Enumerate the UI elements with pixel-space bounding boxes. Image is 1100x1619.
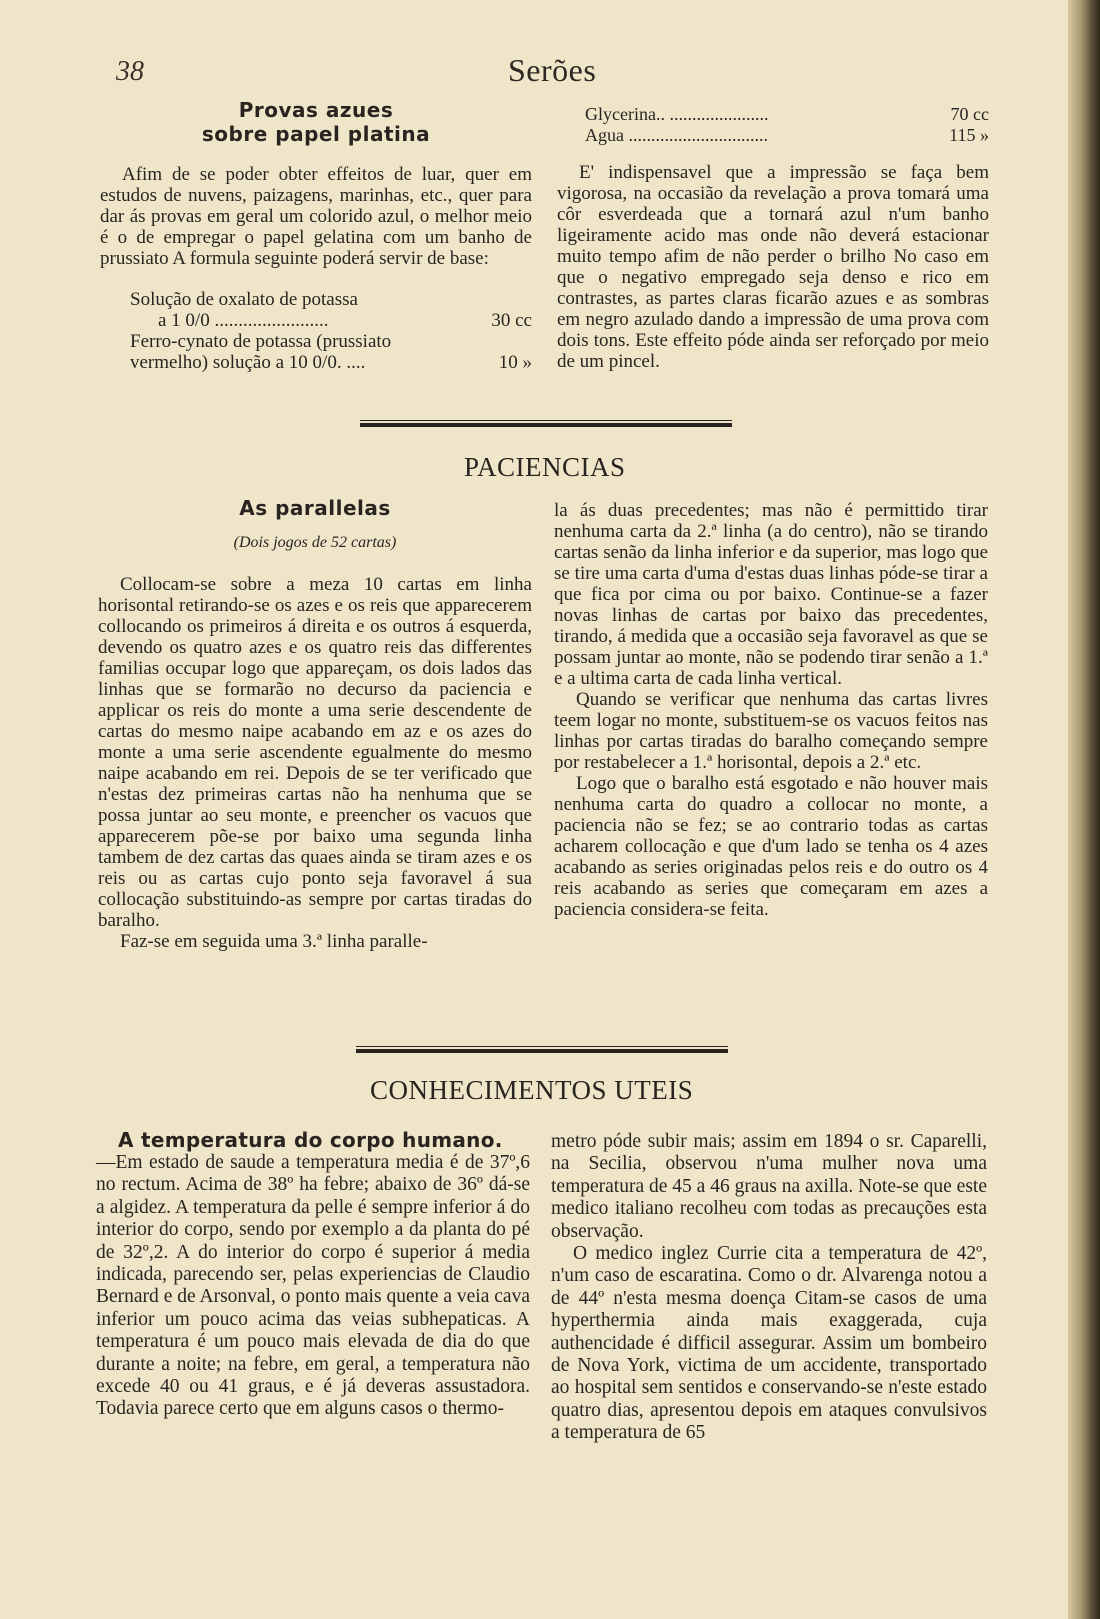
parallelas-left-para-2: Faz-se em seguida uma 3.ª linha paralle-: [120, 931, 428, 952]
parallelas-right-para-1: la ás duas precedentes; mas não é permittido tirar nenhuma carta da 2.ª linha (a do centro), não se tirando cartas senão da linha inferior e da superior, mas logo que se tire uma carta d'uma d'estas duas linhas póde-se tirar a que fica por cima ou por baixo. Continue-se a fazer novas linhas de cartas por baixo das precedentes, tirando, á medida que a occasião seja favoravel as que se possam juntar ao monte, não se podendo tirar senão a 1.ª e a ultima carta de cada linha vertical.: [554, 500, 988, 689]
provas-intro: Afim de se poder obter effeitos de luar, quer em estudos de nuvens, paizagens, marinhas, etc., quer para dar ás provas em geral um colorido azul, o melhor meio é o de empregar o papel gelatina com um banho de prussiato A formula seguinte poderá servir de base:: [100, 164, 532, 269]
agua-label: Agua ...............................: [585, 125, 768, 145]
parallelas-subtitle: (Dois jogos de 52 cartas): [233, 534, 397, 551]
provas-formula: [100, 289, 532, 373]
formula-line-4-label: vermelho) solução a 10 0/0. ....: [130, 352, 366, 373]
parallelas-right-para-2: Quando se verificar que nenhuma das cartas livres teem logar no monte, substituem-se os vacuos feitos nas linhas por cartas tiradas do baralho começando sempre por restabelecer a 1.ª horisontal, depois a 2.ª etc.: [554, 689, 988, 773]
glycerina-label: Glycerina.. ......................: [585, 104, 769, 124]
paciencias-left-column: [98, 496, 532, 952]
conhecimentos-right-column: [551, 1131, 987, 1445]
formula-line-3: Ferro-cynato de potassa (prussiato: [130, 331, 392, 352]
paciencias-title: PACIENCIAS: [464, 452, 626, 482]
section-divider-2: [356, 1046, 728, 1053]
provas-left-column: [100, 98, 532, 373]
temperatura-right-para-1: metro póde subir mais; assim em 1894 o sr. Caparelli, na Secilia, observou n'uma mulher nova uma temperatura de 45 a 46 graus na axilla. Note-se que este medico italiano recolheu com todas as precauções esta observação.: [551, 1131, 987, 1242]
page-edge-shadow: [1068, 0, 1100, 1619]
temperatura-right-para-2: O medico inglez Currie cita a temperatura de 42º, n'um caso de escaratina. Como o dr. Alvarenga notou a de 44º n'esta mesma doença Citam-se casos de uma hyperthermia ainda mais exaggerada, cuja authencidade é difficil assegurar. Assim um bombeiro de Nova York, victima de um accidente, transportado ao hospital sem sentidos e conservando-se n'este estado quatro dias, apresentou depois em ataques convulsivos a temperatura de 65: [551, 1243, 987, 1444]
formula-line-2: [130, 310, 532, 331]
temperatura-heading: A temperatura do corpo humano.: [118, 1128, 503, 1152]
paciencias-right-column: [554, 500, 988, 920]
formula-line-4-value: 10 »: [498, 352, 532, 373]
formula-line-2-label: a 1 0/0 ........................: [158, 310, 329, 331]
parallelas-right-para-3: Logo que o baralho está esgotado e não houver mais nenhuma carta do quadro a collocar no monte, a paciencia não se fez; se ao contrario todas as cartas acharem collocação e que d'um lado se tenha os 4 azes acabando as series originadas pelos reis e do outro os 4 reis acabando as series que começaram em azes a paciencia considera-se feita.: [554, 773, 988, 920]
section-divider-1: [360, 420, 732, 427]
formula-line-1: Solução de oxalato de potassa: [130, 289, 358, 310]
agua-value: 115 »: [949, 125, 989, 145]
conhecimentos-title: CONHECIMENTOS UTEIS: [370, 1075, 694, 1105]
provas-heading-line2: sobre papel platina: [201, 122, 431, 146]
provas-right-text: E' indispensavel que a impressão se faça bem vigorosa, na occasião da revelação a prova tomará uma côr esverdeada que a tornará azul n'um banho ligeiramente acido mas onde não deverá estacionar muito tempo afim de não perder o brilho No caso em que o negativo empregado seja denso e rico em contrastes, as partes claras ficarão azues e as sombras em negro azulado dando a impressão de uma prova com dois tons. Este effeito póde ainda ser reforçado por meio de um pincel.: [557, 162, 989, 372]
formula-line-2-value: 30 cc: [491, 310, 532, 331]
ingredient-glycerina: [557, 104, 989, 125]
page-header: [0, 52, 1060, 92]
conhecimentos-left-column: [96, 1128, 530, 1421]
page-number: 38: [116, 56, 144, 87]
parallelas-left-para-1: Collocam-se sobre a meza 10 cartas em linha horisontal retirando-se os azes e os reis que apparecerem collocando os primeiros á direita e os outros á esquerda, devendo os quatro azes e os quatro reis das differentes familias occupar logo que appareçam, os dois lados das linhas que se formarão no decurso da paciencia e applicar os reis do monte a uma serie descendente de cartas do mesmo naipe acabando em az e os azes do monte a uma serie ascendente egualmente do mesmo naipe acabando em rei. Depois de se ter verificado que n'estas dez primeiras cartas não ha nenhuma que se possa juntar ao seu monte, e preencher os vacuos que apparecerem põe-se por baixo uma segunda linha tambem de dez cartas das quaes ainda se tiram azes e os reis ou as cartas cujo ponto seja favoravel á sua collocação substituindo-as sempre por cartas tiradas do baralho.: [98, 574, 532, 931]
provas-right-column: [557, 104, 989, 372]
ingredient-agua: [557, 125, 989, 146]
temperatura-left-text: —Em estado de saude a temperatura media é de 37º,6 no rectum. Acima de 38º ha febre; abaixo de 36º dá-se a algidez. A temperatura da pelle é sempre inferior á do interior do corpo, sendo por exemplo a da planta do pé de 32º,2. A do interior do corpo é superior á media indicada, parecendo ser, pelas experiencias de Claudio Bernard e de Arsonval, o ponto mais quente a veia cava inferior um pouco acima das veias subhepaticas. A temperatura é um pouco mais elevada de dia do que durante a noite; na febre, em geral, a temperatura não excede 40 ou 41 graus, e é já deveras assustadora. Todavia parece certo que em alguns casos o thermo-: [96, 1152, 530, 1420]
glycerina-value: 70 cc: [950, 104, 989, 124]
running-title: Serões: [508, 52, 597, 88]
formula-line-4: [130, 352, 532, 373]
parallelas-heading: As parallelas: [239, 496, 391, 520]
provas-heading-line1: Provas azues: [238, 98, 394, 122]
